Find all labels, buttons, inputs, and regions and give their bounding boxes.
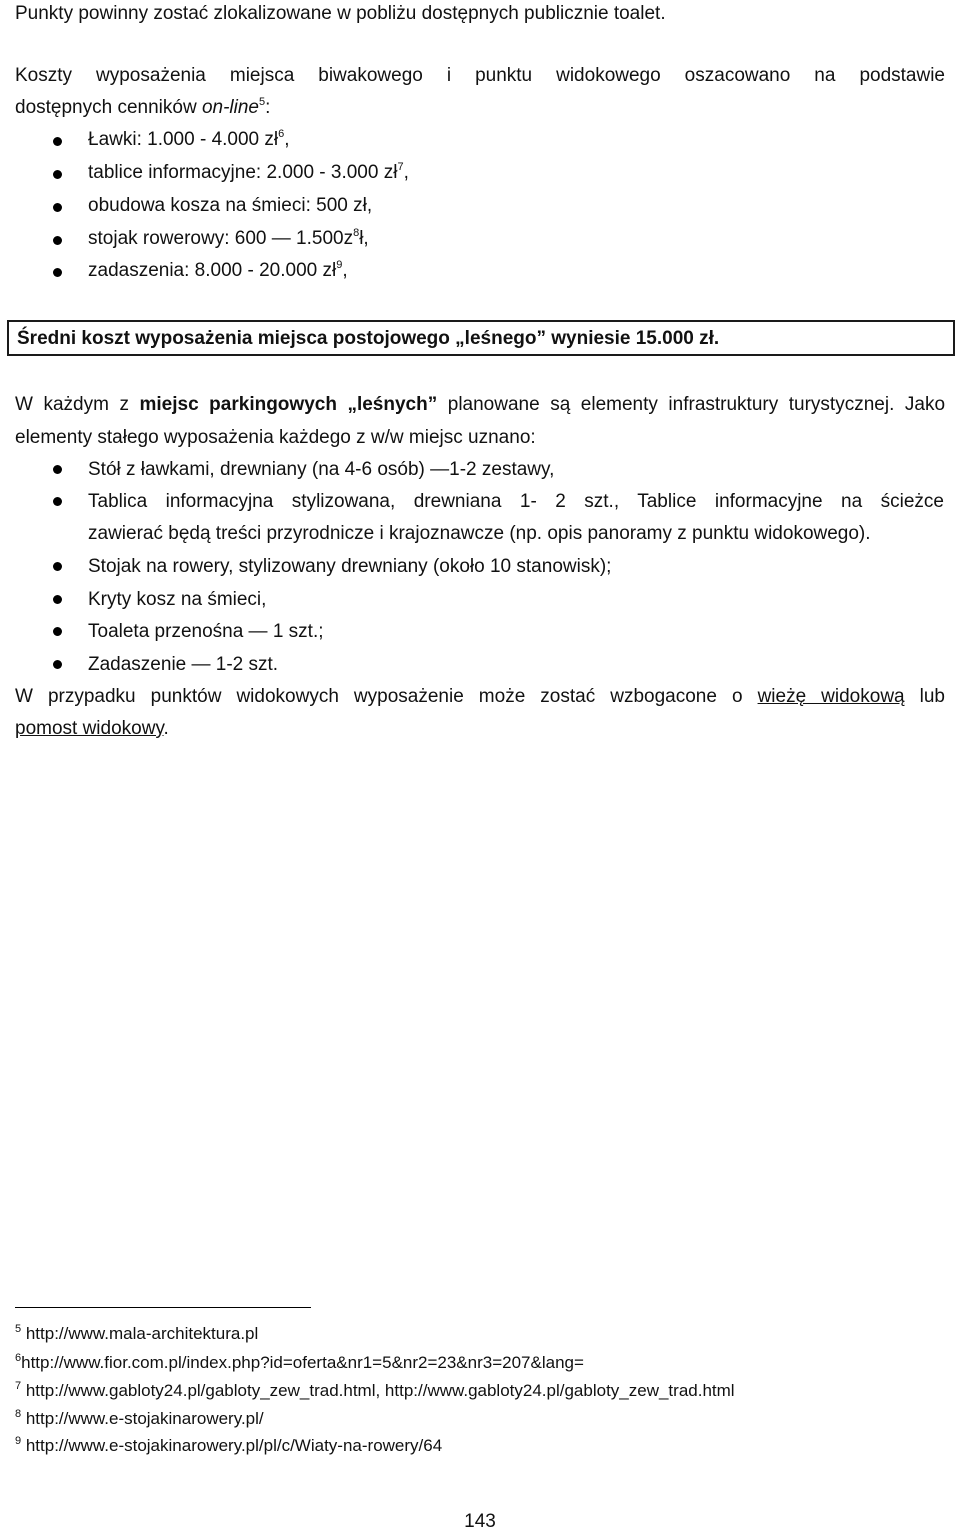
bullet-icon <box>53 497 62 506</box>
costs-text: dostępnych cenników <box>15 97 202 118</box>
footnote-number: 5 <box>15 1323 22 1335</box>
cost-item-text: obudowa kosza na śmieci: 500 zł, <box>88 195 373 216</box>
costs-paragraph-line-1: Koszty wyposażenia miejsca biwakowego i punktu widokowego oszacowano na podstawie <box>15 65 945 86</box>
cost-item <box>88 261 348 280</box>
bullet-icon <box>53 137 62 146</box>
footnote <box>15 1354 584 1371</box>
intro-paragraph: Punkty powinny zostać zlokalizowane w pobliżu dostępnych publicznie toalet. <box>15 3 666 24</box>
equipment-item: Stojak na rowery, stylizowany drewniany (około 10 stanowisk); <box>88 556 612 577</box>
summary-box <box>7 320 955 356</box>
cost-item-after: , <box>342 260 348 281</box>
footnote <box>15 1382 735 1399</box>
cost-item <box>88 196 372 215</box>
page-number: 143 <box>464 1511 496 1532</box>
bullet-icon <box>53 268 62 277</box>
footnote-link[interactable]: http://www.e-stojakinarowery.pl/ <box>21 1409 264 1428</box>
cost-item <box>88 130 290 149</box>
equipment-item: Tablica informacyjna stylizowana, drewniana 1- 2 szt., Tablice informacyjne na ścieżce <box>88 491 944 512</box>
cost-item-after: , <box>284 129 290 150</box>
footnote-number: 8 <box>15 1408 22 1420</box>
parking-text: W każdym z <box>15 394 140 415</box>
footnote-ref: 8 <box>353 227 360 239</box>
footnote <box>15 1325 258 1342</box>
equipment-item: Toaleta przenośna — 1 szt.; <box>88 621 324 642</box>
viewpoint-paragraph-line-1 <box>15 687 945 706</box>
bullet-icon <box>53 236 62 245</box>
parking-paragraph-line-2: elementy stałego wyposażenia każdego z w/w miejsc uznano: <box>15 427 536 448</box>
cost-item <box>88 229 369 248</box>
bullet-icon <box>53 203 62 212</box>
costs-paragraph-line-2 <box>15 98 270 117</box>
cost-item <box>88 163 409 182</box>
costs-colon: : <box>265 97 271 118</box>
bullet-icon <box>53 170 62 179</box>
equipment-item-continuation: zawierać będą treści przyrodnicze i krajoznawcze (np. opis panoramy z punktu widokowego). <box>88 523 871 544</box>
footnote-separator <box>15 1307 311 1308</box>
equipment-item: Stół z ławkami, drewniany (na 4-6 osób) —1-2 zestawy, <box>88 459 555 480</box>
footnote <box>15 1437 442 1454</box>
footnote-ref: 9 <box>336 259 343 271</box>
bullet-icon <box>53 660 62 669</box>
bullet-icon <box>53 465 62 474</box>
footnote-link[interactable]: http://www.fior.com.pl/index.php?id=oferta&nr1=5&nr2=23&nr3=207&lang= <box>21 1353 584 1372</box>
viewpoint-text: . <box>163 718 169 739</box>
footnote-link[interactable]: http://www.e-stojakinarowery.pl/pl/c/Wiaty-na-rowery/64 <box>21 1436 443 1455</box>
tower-link[interactable]: wieżę widokową <box>757 686 905 707</box>
cost-item-text: Ławki: 1.000 - 4.000 zł <box>88 129 279 150</box>
footnote-ref: 6 <box>278 128 285 140</box>
footnote-number: 6 <box>15 1352 22 1364</box>
viewpoint-paragraph-line-2 <box>15 719 169 738</box>
summary-text: Średni koszt wyposażenia miejsca postojowego „leśnego” wyniesie 15.000 zł. <box>17 328 720 349</box>
footnote-number: 9 <box>15 1435 22 1447</box>
cost-item-text: stojak rowerowy: 600 — 1.500z <box>88 228 354 249</box>
cost-item-after: , <box>403 162 409 183</box>
viewpoint-text: W przypadku punktów widokowych wyposażenie może zostać wzbogacone o <box>15 686 758 707</box>
cost-item-text: tablice informacyjne: 2.000 - 3.000 zł <box>88 162 398 183</box>
bullet-icon <box>53 562 62 571</box>
equipment-item: Kryty kosz na śmieci, <box>88 589 267 610</box>
footnote-ref: 5 <box>259 96 266 108</box>
equipment-item: Zadaszenie — 1-2 szt. <box>88 654 279 675</box>
footnote-ref: 7 <box>397 161 404 173</box>
parking-paragraph-line-1 <box>15 395 945 414</box>
cost-item-after: ł, <box>359 228 369 249</box>
parking-text: planowane są elementy infrastruktury turystycznej. Jako <box>437 394 946 415</box>
parking-bold-text: miejsc parkingowych „leśnych” <box>139 394 438 415</box>
bullet-icon <box>53 595 62 604</box>
cost-item-text: zadaszenia: 8.000 - 20.000 zł <box>88 260 337 281</box>
footnote-link[interactable]: http://www.gabloty24.pl/gabloty_zew_trad.html, http://www.gabloty24.pl/gabloty_zew_trad.html <box>21 1381 735 1400</box>
platform-link[interactable]: pomost widokowy <box>15 718 164 739</box>
footnote <box>15 1410 264 1427</box>
footnote-link[interactable]: http://www.mala-architektura.pl <box>21 1324 259 1343</box>
bullet-icon <box>53 627 62 636</box>
viewpoint-text: lub <box>904 686 945 707</box>
footnote-number: 7 <box>15 1380 22 1392</box>
costs-italic: on-line <box>201 97 259 118</box>
